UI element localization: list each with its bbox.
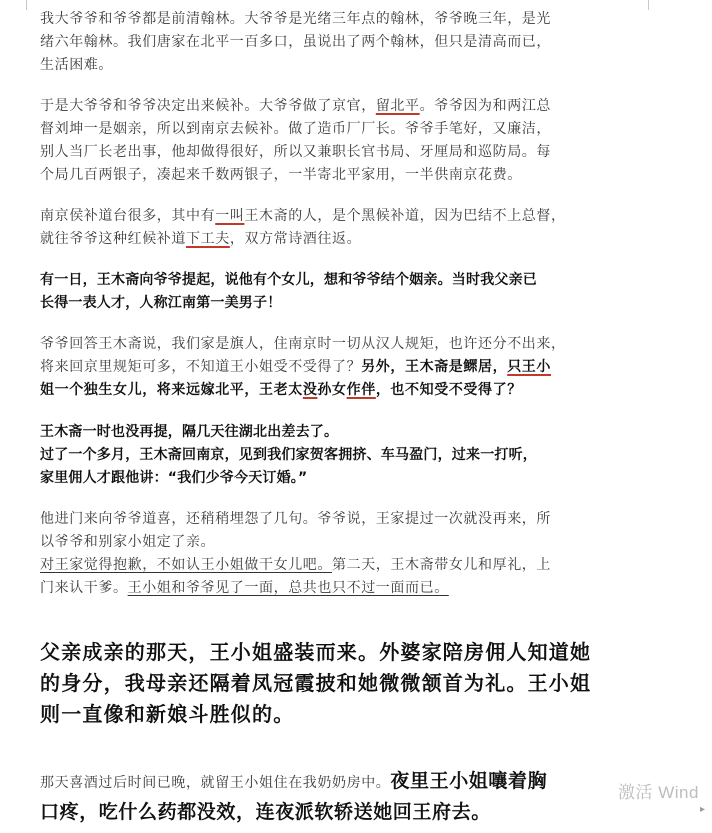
underlined-text: 留北平 [375,98,420,114]
text-line: 别人当厂长老出事，他却做得很好，所以又兼职长官书局、牙厘局和巡防局。每 [40,144,551,160]
underlined-text: 只王小 [507,359,552,375]
underlined-text: 没 [302,382,318,398]
text-line: 就往爷爷这种红候补道下工夫，双方常诗酒往返。 [40,231,362,247]
text-line: 生活困难。 [40,57,113,73]
text-line: 有一日，王木斋向爷爷提起，说他有个女儿，想和爷爷结个姻亲。当时我父亲已 [40,272,537,288]
paragraph-marriage-proposal [40,269,645,315]
text-line: 姐一个独生女儿，将来远嫁北平，王老太没孙女作伴，也不知受不受得了？ [40,382,522,398]
text-line: 南京侯补道台很多，其中有一叫王木斋的人，是个黑候补道，因为巴结不上总督， [40,208,566,224]
text-line: 口疼，吃什么药都没效，连夜派软轿送她回王府去。 [40,801,491,823]
paragraph-night [40,766,600,828]
paragraph-wedding-day [40,637,645,730]
text-line: 爷爷回答王木斋说，我们家是旗人，住南京时一切从汉人规矩，也许还分不出来， [40,336,566,352]
text-line: 对王家觉得抱歉，不如认王小姐做干女儿吧。第二天，王木斋带女儿和厚礼，上 [40,557,551,573]
text-line: 他进门来向爷爷道喜，还稍稍埋怨了几句。爷爷说，王家提过一次就没再来，所 [40,511,551,527]
text-line: 父亲成亲的那天，王小姐盛装而来。外婆家陪房佣人知道她 [40,640,592,664]
text-line: 的身分，我母亲还隔着凤冠霞披和她微微颔首为礼。王小姐 [40,671,592,695]
underlined-text: 下工夫 [186,231,230,247]
underlined-text: 一叫 [215,208,245,224]
text-line: 于是大爷爷和爷爷决定出来候补。大爷爷做了京官，留北平。爷爷因为和两江总 [40,98,552,114]
underlined-text: 作伴 [346,382,376,398]
text-line: 绪六年翰林。我们唐家在北平一百多口，虽说出了两个翰林，但只是清高而已， [40,34,551,50]
text-line: 督刘坤一是姻亲，所以到南京去候补。做了造币厂厂长。爷爷手笔好，又廉洁， [40,121,551,137]
page-margin-mark [26,0,27,10]
text-line: 则一直像和新娘斗胜似的。 [40,702,295,726]
text-line: 以爷爷和别家小姐定了亲。 [40,534,216,550]
paragraph-engagement [40,421,645,490]
paragraph-houbu [40,95,645,187]
text-line: 门来认干爹。王小姐和爷爷见了一面，总共也只不过一面而已。 [40,580,449,596]
page-margin-mark [648,0,649,10]
corner-mark: ▸ [700,804,706,815]
underlined-text: 对王家觉得抱歉，不如认王小姐做干女儿吧。 [40,557,332,573]
paragraph-hanlin [40,8,645,77]
paragraph-reply [40,333,645,402]
text-line: 过了一个多月，王木斋回南京，见到我们家贺客拥挤、车马盈门，过来一打听， [40,447,537,463]
text-line: 那天喜酒过后时间已晚，就留王小姐住在我奶奶房中。夜里王小姐嚷着胸 [40,770,548,792]
text-line: 家里佣人才跟他讲：“我们少爷今天订婚。” [40,470,308,486]
text-line: 我大爷爷和爷爷都是前清翰林。大爷爷是光绪三年点的翰林，爷爷晚三年，是光 [40,11,551,27]
text-line: 王木斋一时也没再提，隔几天往湖北出差去了。 [40,424,339,440]
activation-watermark: 激活 Wind [618,783,699,802]
text-line: 将来回京里规矩可多，不知道王小姐受不受得了？另外，王木斋是鳏居，只王小 [40,359,552,375]
text-line: 个局几百两银子，凑起来千数两银子，一半寄北平家用，一半供南京花费。 [40,167,522,183]
text-line: 长得一表人才，人称江南第一美男子！ [40,295,282,311]
paragraph-wangmuzhai [40,205,645,251]
underlined-text: 王小姐和爷爷见了一面，总共也只不过一面而已。 [127,580,449,596]
paragraph-goddaughter [40,508,645,600]
